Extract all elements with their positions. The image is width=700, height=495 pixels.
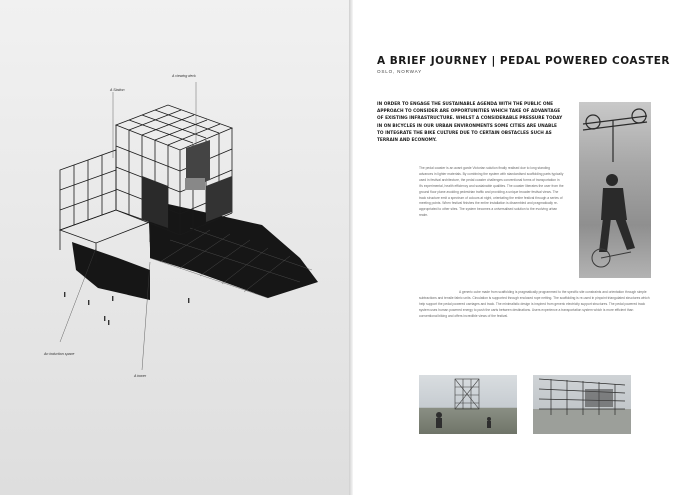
intro-paragraph: IN ORDER TO ENGAGE THE SUSTAINABLE AGENDA WITH THE PUBLIC ONE APPROACH TO CONSIDER ARE OPPORTUNITIES WHICH TAKE OF ADVANTAGE OF EXISTING INFRASTRUCTURE. WHILST A CONSIDERABLE PRESSURE TODAY IN ON BICYCLES IN OUR URBAN ENVIRONMENTS SOME CITIES ARE UNABLE TO INTEGRATE THE BIKE CULTURE DUE TO CERTAIN OBSTACLES SUCH AS TERRAIN AND ECONOMY. [377,102,563,144]
annotation-viewing-deck: A viewing deck [172,74,196,78]
cyclist-illustration [579,102,651,278]
tensile-canopy [72,198,318,300]
scaffold-building-photo [533,375,631,434]
scaffold-facade-illustration [533,375,631,434]
cyclist-photo [579,102,651,278]
page-subtitle: OSLO, NORWAY [377,69,422,74]
annotation-induction-space: An induction space [44,352,75,356]
body-paragraph-2: A generic cube made from scaffolding is pragmatically programmed to the specific site constraints and orientation through simple subtractions and tensile fabric units. Circulation is supported through enclosed rope netting. The scaffolding is re-used in pinpoint triangulated structures which help support the pedal powered carriages and track. The minimalistic design is inspired from generic electricity support structures. The pedal powered track system uses human powered energy to push the carts between destinations. Users experience a transportation system which is more efficient than conventional biking and offers incredible views of the festival. [419,290,650,318]
page-title: A BRIEF JOURNEY | PEDAL POWERED COASTER [377,55,670,67]
body-paragraph-1: The pedal coaster is an avant garde Victorian solution finally realised due to long standing advances in lighter materials. By combining the system with standardised scaffolding parts typically used in festival architecture, the pedal coaster challenges conventional forms of transportation in it's experimental, health efficiency and sustainable qualities. The coaster liberates the user from the ground floor plane avoiding pedestrian traffic and providing a unique broader festival views. The track structure emit a spectrum of colours at night, orientating the entire festival through a series of meeting points. When festival finishes the entire installation is dissembled and pragmatically re-appropriated to other sites. The system becomes a universalised solution to the evolving urban realm. [419,166,564,218]
annotation-station: A Station [110,88,125,92]
festival-site-photo [419,375,517,434]
right-page [353,0,700,495]
people-figures [64,292,189,325]
scaffold-tower-illustration [419,375,517,434]
annotation-tower: A tower [134,374,147,378]
